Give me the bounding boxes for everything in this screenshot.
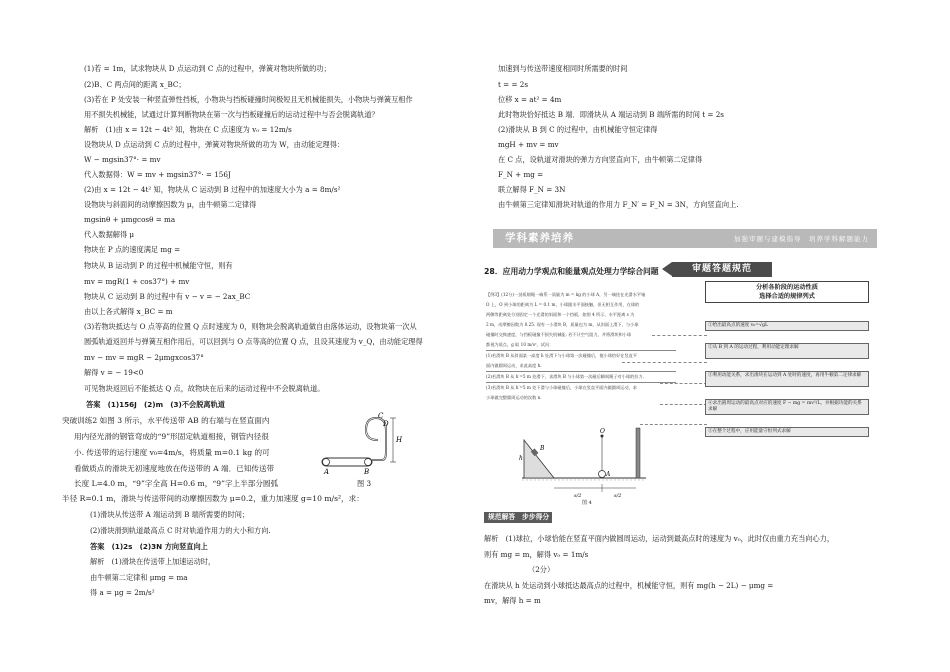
section-title: 28．应用动力学观点和能量观点处理力学综合问题 xyxy=(484,267,659,276)
problem-line: 两侧等距离处分别固定一个光滑的斜面和一个挡板，如图 4 所示，水平距离 s 为 xyxy=(486,312,635,317)
text-line: 用内径光滑的钢管弯成的“9”形固定轨道相接，钢管内径很 xyxy=(74,432,269,441)
figure-3-diagram xyxy=(318,412,404,478)
text-line: 突破训练2 如图 3 所示，水平传送带 AB 的右端与在竖直面内 xyxy=(62,416,270,425)
text-line: 此时物块恰好抵达 B 端．即滑块从 A 端运动到 B 端所需的时间 t = 2s xyxy=(498,110,724,119)
text-line: mv，解得 h = m xyxy=(484,596,541,605)
answer-tag: 规范解答 步步得分 xyxy=(484,512,552,523)
connector-line xyxy=(660,404,707,405)
text-line: (2)B、C 两点间的距离 x_BC； xyxy=(84,80,186,89)
answer-line: 答案 (1)156J (2)m (3)不会脱离轨道 xyxy=(86,400,225,409)
flow-title: 分析各阶段的运动性质 选择合适的规律列式 xyxy=(705,281,869,303)
text-line: 在 C 点，设轨道对滑块的弹力方向竖直向下，由牛顿第二定律得 xyxy=(498,155,703,164)
text-line: 半径 R=0.1 m，滑块与传送带间的动摩擦因数为 μ=0.2，重力加速度 g=10 m/s²，求： xyxy=(62,494,364,503)
label-o: O xyxy=(600,428,605,435)
text-line: 物块从 B 运动到 P 的过程中机械能守恒，则有 xyxy=(84,261,233,270)
text-line: W − mgsin37°· = mv xyxy=(84,155,161,164)
text-line: 设物块从 D 点运动到 C 点的过程中，弹簧对物块所做的功为 W，由动能定理得： xyxy=(84,140,345,149)
connector-line xyxy=(622,362,707,363)
section-banner xyxy=(493,229,877,248)
text-line: （2分） xyxy=(528,565,555,574)
problem-part-1 xyxy=(486,350,676,372)
text-line: F_N + mg = xyxy=(498,170,544,179)
problem-line: (1)若滑块 B 从斜面某一高度 h 处滑下与小球第一次碰撞后，使小球恰好在竖直平 xyxy=(486,353,638,358)
problem-line: 小球做完整圆周运动的次数 n. xyxy=(486,395,542,400)
problem-line: 2 m，动摩擦因数为 0.25. 现有一小滑块 B，质量也为 m，从斜面上滑下，与小球 xyxy=(486,322,639,327)
text-line: (1)滑块从传送带 A 端运动到 B 端所需要的时间； xyxy=(90,510,250,519)
flow-step: ⑤在整个过程中，应用能量守恒列式求解 xyxy=(705,427,869,437)
figure-4-caption: 图 4 xyxy=(582,500,592,506)
label-b: B xyxy=(540,445,545,452)
text-line: 联立解得 F_N = 3N xyxy=(498,185,566,194)
label-b: B xyxy=(364,468,370,476)
text-line: 用不损失机械能，试通过计算判断物块在第一次与挡板碰撞后的运动过程中与否会脱离轨道？ xyxy=(84,110,379,119)
problem-line: (2)若滑块 B 从 h′=5 m 处滑下，求滑块 B 与小球第一次碰后瞬间绳子对小球的拉力. xyxy=(486,372,676,383)
text-line: 物块在 P 点的速度满足 mg = xyxy=(84,245,181,254)
flow-step: ②从 B 到 A 的运动过程，利用动能定理求解 xyxy=(705,343,869,359)
analysis-flowchart xyxy=(705,281,873,476)
text-line: mv = mgR(1 + cos37°) + mv xyxy=(84,277,190,286)
banner-title: 学科素养培养 xyxy=(505,232,574,244)
flow-step: ①给出最高点的速度 v₀=√gL xyxy=(705,321,869,331)
answer-line: 答案 (1)2s (2)3N 方向竖直向上 xyxy=(90,542,208,551)
text-line: mgsinθ + μmgcosθ = ma xyxy=(84,215,176,224)
banner-slogan: 加强审题与建模指导 培养学科解题能力 xyxy=(734,235,869,243)
text-line: 看做质点的滑块无初速度地放在传送带的 A 端．已知传送带 xyxy=(74,464,275,473)
text-line: 加速到与传送带速度相同时所需要的时间 xyxy=(498,64,628,73)
text-line: 则有 mg = m，解得 v₀ = 1m/s xyxy=(484,550,589,559)
text-line: 长度 L=4.0 m，“9”字全高 H=0.6 m，“9”字上半部分圆弧 xyxy=(74,479,279,488)
text-line: 解得 v = − 19<0 xyxy=(84,368,144,377)
flow-step: ④求出圆周运动的最高点对应的速度 F − mg = mv²/L，并根据功能的关系求解 xyxy=(705,399,869,415)
text-line: (3)若物块抵达与 O 点等高的位置 Q 点时速度为 0，则物块会脱离轨道做自由落体运动，设物块第一次从 xyxy=(84,322,417,331)
label-s-half: s/2 xyxy=(614,493,622,499)
problem-line: (3)若滑块 B 从 h′=5 m 处下滑与小球碰撞后，小球在竖直平面内做圆周运动，求 xyxy=(486,385,637,390)
text-line: 圆弧轨道返回并与弹簧互相作用后，可以回到与 O 点等高的位置 Q 点，且设其速度为 v_Q，由动能定理得 xyxy=(84,337,423,346)
problem-line: 碰撞时交换速度，与挡板碰撞不损失机械能. 若不计空气阻力，并将滑块和小球 xyxy=(486,332,632,337)
text-line: (2)滑块滑到轨道最高点 C 时对轨道作用力的大小和方向. xyxy=(90,526,271,535)
figure-3-caption: 图 3 xyxy=(357,479,372,488)
label-d: D xyxy=(383,420,389,428)
label-h: h xyxy=(519,455,523,462)
text-line: 解析 (1)由 x = 12t − 4t² 知，物块在 C 点速度为 v₀ = 12m/s xyxy=(84,125,292,134)
text-line: t = = 2s xyxy=(498,80,529,89)
text-line: mv − mv = mgR − 2μmgxcos37° xyxy=(84,353,204,362)
connector-line xyxy=(652,335,707,336)
text-line: 解析 (1)滑块在传送带上加速运动时， xyxy=(90,557,216,566)
problem-line: 都视为质点，g 取 10 m/s²，试问： xyxy=(486,342,554,347)
text-line: 由牛顿第二定律和 μmg = ma xyxy=(90,573,188,582)
text-line: 得 a = μg = 2m/s² xyxy=(90,588,155,597)
text-line: 解析 (1)球拉，小球恰能在竖直平面内做圆周运动，运动到最高点时的速度为 v₀，此时仅由重力充当向心力， xyxy=(484,534,835,543)
text-line: (2)由 x = 12t − 4t² 知，物块从 C 运动到 B 过程中的加速度大小为 a = 8m/s² xyxy=(84,185,341,194)
text-line: 在滑块从 h 处运动到小球抵达最高点的过程中，机械能守恒，则有 mg(h − 2L) − μmg = xyxy=(484,581,774,590)
text-line: 物块从 C 运动到 B 的过程中有 v − v = − 2ax_BC xyxy=(84,292,251,301)
text-line: (2)滑块从 B 到 C 的过程中，由机械能守恒定律得 xyxy=(498,125,658,134)
problem-line: 面内做圆周运动，求此高度 h. xyxy=(486,363,542,368)
text-line: 由牛顿第三定律知滑块对轨道的作用力 F_N′ = F_N = 3N，方向竖直向上. xyxy=(498,200,739,209)
problem-text xyxy=(486,290,676,403)
figure-4-diagram xyxy=(518,418,653,500)
text-line: 小. 传送带的运行速度 v₀=4m/s，将质量 m=0.1 kg 的可 xyxy=(74,448,270,457)
text-line: 可见物块返回后不能抵达 Q 点，故物块在后来的运动过程中不会脱离轨道。 xyxy=(84,384,325,393)
text-line: 代入数据解得 μ xyxy=(84,230,135,239)
flow-step: ③利用动能关系，求出滑块在运动到 A 处时的速度，再用牛顿第二定律求解 xyxy=(705,371,869,387)
label-c: C xyxy=(378,412,384,420)
text-line: (3)若在 P 处安装一种竖直弹性挡板，小物块与挡板碰撞时间极短且无机械能损失，小物块与弹簧互相作 xyxy=(84,95,413,104)
text-line: (1)若 = 1m，试求物块从 D 点运动到 C 点的过程中，弹簧对物块所做的功； xyxy=(84,64,331,73)
problem-line: O 上，O 到小球的距离为 L = 0.1 m，小球跟水平面接触，但无相互作用，在球的 xyxy=(486,302,640,307)
label-a: A xyxy=(606,471,611,478)
text-line: mgH + mv = mv xyxy=(498,140,559,149)
text-line: 代入数据得：W = mv + mgsin37°· = 156J xyxy=(84,170,231,179)
problem-line: 【例3】(12分)一劲质细绳一端系一质量为 m = kg 的小球 A，另一端挂在光滑水平轴 xyxy=(486,292,646,297)
text-line: 位移 x = at² = 4m xyxy=(498,95,562,104)
label-s-half: s/2 xyxy=(574,493,582,499)
label-h: H xyxy=(396,436,403,444)
text-line: 设物块与斜面间的动摩擦因数为 μ，由牛顿第二定律得 xyxy=(84,200,257,209)
connector-line xyxy=(660,383,707,384)
text-line: 由以上各式解得 x_BC = m xyxy=(84,307,173,316)
label-a: A xyxy=(324,468,330,476)
review-tag: 审题答题规范 xyxy=(672,262,772,277)
